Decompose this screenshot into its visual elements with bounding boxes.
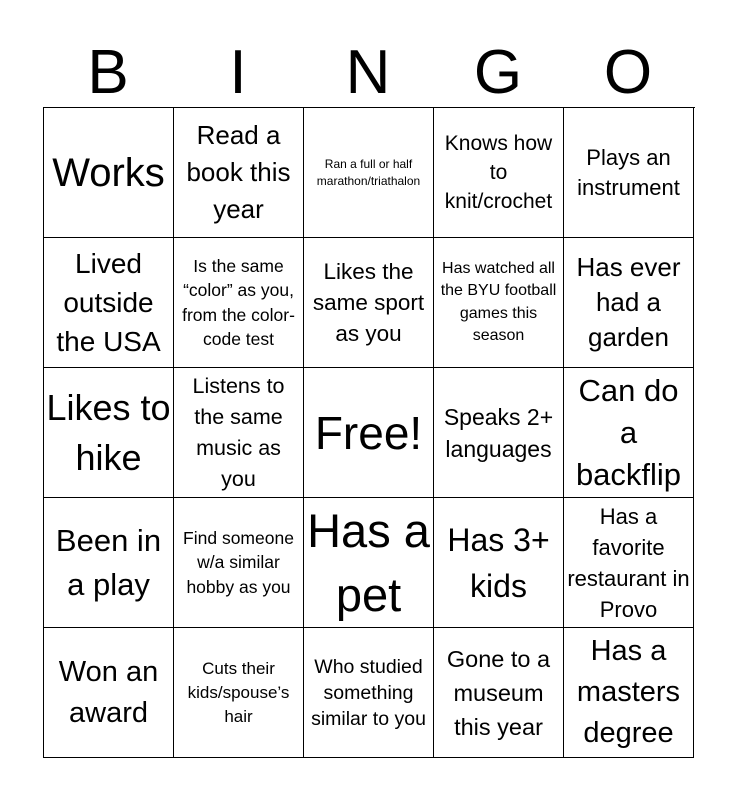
cell-text: Has watched all the BYU football games this season [440,259,557,344]
bingo-cell-r2c1[interactable] [44,238,174,368]
cell-text: Is the same “color” as you, from the color-code test [182,255,295,349]
cell-text: Has a pet [307,503,430,621]
cell-text: Ran a full or half marathon/triathalon [316,156,421,188]
bingo-cell-r3c5[interactable] [564,368,694,498]
cell-text: Listens to the same music as you [192,373,285,491]
bingo-cell-r4c3[interactable] [304,498,434,628]
cell-text: Likes to hike [46,386,171,478]
bingo-cell-r2c5[interactable] [564,238,694,368]
header-letter-o: O [603,38,653,107]
cell-text: Knows how to knit/crochet [444,132,553,213]
cell-text: Has a masters degree [576,635,681,749]
cell-text: Lived outside the USA [56,248,161,357]
cell-text: Who studied something similar to you [311,655,426,730]
cell-text: Gone to a museum this year [446,645,551,740]
bingo-cell-free[interactable] [304,368,434,498]
header-letter-n: N [345,38,391,107]
bingo-cell-r5c1[interactable] [44,628,174,758]
bingo-board [43,107,695,758]
free-space-text: Free! [314,406,423,459]
cell-text: Works [52,150,165,195]
cell-text: Likes the same sport as you [312,259,425,346]
bingo-cell-r4c4[interactable] [434,498,564,628]
bingo-cell-r1c3[interactable] [304,108,434,238]
cell-text: Has a favorite restaurant in Provo [567,503,690,622]
cell-text: Can do a backflip [575,372,682,492]
bingo-cell-r1c1[interactable] [44,108,174,238]
bingo-cell-r3c2[interactable] [174,368,304,498]
bingo-cell-r2c4[interactable] [434,238,564,368]
bingo-cell-r2c3[interactable] [304,238,434,368]
bingo-cell-r4c2[interactable] [174,498,304,628]
header-letter-g: G [473,38,523,107]
header-letter-b: B [87,38,129,107]
cell-text: Won an award [58,655,159,729]
bingo-cell-r1c5[interactable] [564,108,694,238]
bingo-cell-r5c5[interactable] [564,628,694,758]
bingo-cell-r1c4[interactable] [434,108,564,238]
bingo-cell-r4c5[interactable] [564,498,694,628]
cell-text: Has ever had a garden [576,252,681,352]
cell-text: Has 3+ kids [447,521,550,604]
cell-text: Plays an instrument [577,144,680,200]
cell-text: Speaks 2+ languages [443,403,554,462]
bingo-cell-r1c2[interactable] [174,108,304,238]
cell-text: Cuts their kids/spouse’s hair [187,658,290,726]
bingo-cell-r5c3[interactable] [304,628,434,758]
header-letter-i: I [229,38,247,107]
cell-text: Find someone w/a similar hobby as you [183,527,294,597]
bingo-cell-r5c4[interactable] [434,628,564,758]
bingo-cell-r2c2[interactable] [174,238,304,368]
bingo-header [43,40,693,106]
bingo-cell-r3c4[interactable] [434,368,564,498]
bingo-cell-r5c2[interactable] [174,628,304,758]
cell-text: Been in a play [55,522,162,602]
cell-text: Read a book this year [186,120,291,224]
bingo-cell-r4c1[interactable] [44,498,174,628]
bingo-cell-r3c1[interactable] [44,368,174,498]
